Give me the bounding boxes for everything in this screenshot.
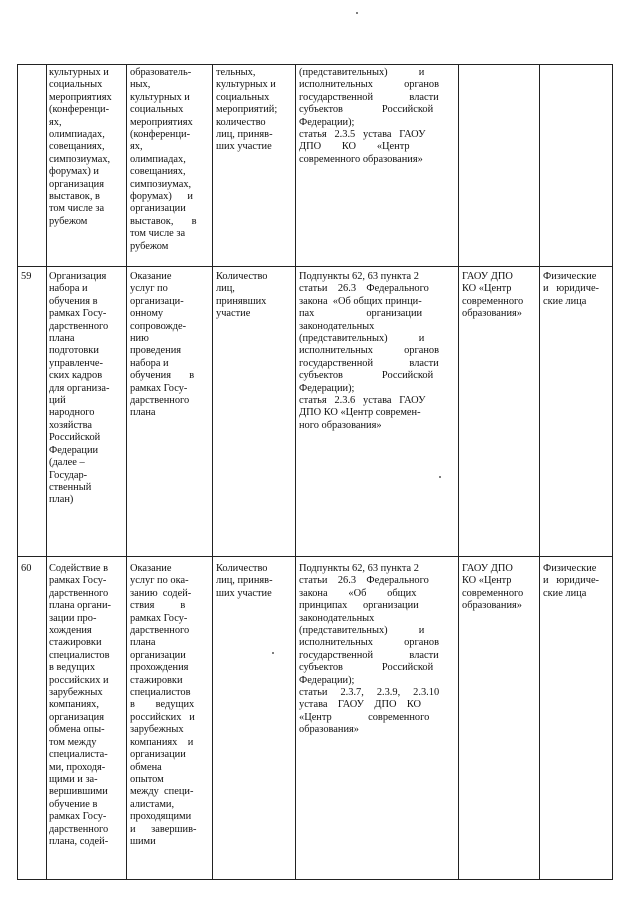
table-divider-3 <box>212 64 213 880</box>
scan-speck <box>356 12 358 14</box>
table-cell-number: 60 <box>21 563 32 574</box>
table-cell-basis: (представительных) и исполнительных органов государственной власти субъектов Российской Федерации); статья 2.3.5 устава ГАОУ ДПО КО «Центр современного образования» <box>299 67 440 165</box>
table-cell-content: Оказание услуг по ока- занию содей- ствия в рамках Госу- дарственного плана организации прохождения стажировки специалистов в ведущих российских и зарубежных компаниях и организации обмена опытом между специ- алистами, проходящими и завершив- шими <box>130 563 197 847</box>
table-cell-consumers: Физические и юридиче- ские лица <box>543 271 600 307</box>
scan-speck <box>272 652 274 654</box>
table-cell-number: 59 <box>21 271 32 282</box>
table-divider-2 <box>126 64 127 880</box>
table-divider-6 <box>539 64 540 880</box>
table-cell-indicator: тельных, культурных и социальных мероприятий; количество лиц, приняв- ших участие <box>216 67 278 153</box>
table-cell-name: культурных и социальных мероприятиях (конференци- ях, олимпиадах, совещаниях, симпозиумах, форумах) и организация выставок, в том числе за рубежом <box>49 67 112 227</box>
table-cell-content: образователь- ных, культурных и социальных мероприятиях (конференци- ях, олимпиадах, совещаниях, симпозиумах, форумах) и организации выставок, в том числе за рубежом <box>130 67 197 252</box>
scan-speck <box>439 476 441 478</box>
table-cell-provider: ГАОУ ДПО КО «Центр современного образования» <box>462 271 524 320</box>
table-row-separator-1 <box>17 266 613 267</box>
table-divider-1 <box>46 64 47 880</box>
table-divider-5 <box>458 64 459 880</box>
table-cell-indicator: Количество лиц, приняв- ших участие <box>216 563 273 599</box>
table-cell-consumers: Физические и юридиче- ские лица <box>543 563 600 599</box>
table-border-top <box>17 64 613 65</box>
table-cell-provider: ГАОУ ДПО КО «Центр современного образования» <box>462 563 524 612</box>
table-cell-name: Организация набора и обучения в рамках Госу- дарственного плана подготовки управленче- ских кадров для организа- ций народного хозяйства Российской Федерации (далее – Государ- ственный план) <box>49 271 110 506</box>
table-cell-name: Содействие в рамках Госу- дарственного плана органи- зации про- хождения стажировки специалистов в ведущих российских и зарубежных компаниях, организация обмена опы- том между специалиста- ми, проходя- щими и за- вершившими обучение в рамках Госу- дарственного плана, содей- <box>49 563 111 847</box>
table-cell-basis: Подпункты 62, 63 пункта 2 статьи 26.3 Федерального закона «Об общих принци- пах организации законодательных (представительных) и исполнительных органов государственной власти субъектов Российской Федерации); статья 2.3.6 устава ГАОУ ДПО КО «Центр современ- ного образования» <box>299 271 440 431</box>
table-row-separator-2 <box>17 556 613 557</box>
table-cell-indicator: Количество лиц, принявших участие <box>216 271 268 320</box>
table-border-bottom <box>17 879 613 880</box>
table-cell-basis: Подпункты 62, 63 пункта 2 статьи 26.3 Федерального закона «Об общих принципах организации законодательных (представительных) и исполнительных органов государственной власти субъектов Российской Федерации); статьи 2.3.7, 2.3.9, 2.3.10 устава ГАОУ ДПО КО «Центр современного образования» <box>299 563 440 736</box>
table-cell-content: Оказание услуг по организаци- онному сопровожде- нию проведения набора и обучения в рамках Госу- дарственного плана <box>130 271 195 419</box>
table-divider-4 <box>295 64 296 880</box>
table-border-right <box>612 64 613 880</box>
table-border-left <box>17 64 18 880</box>
